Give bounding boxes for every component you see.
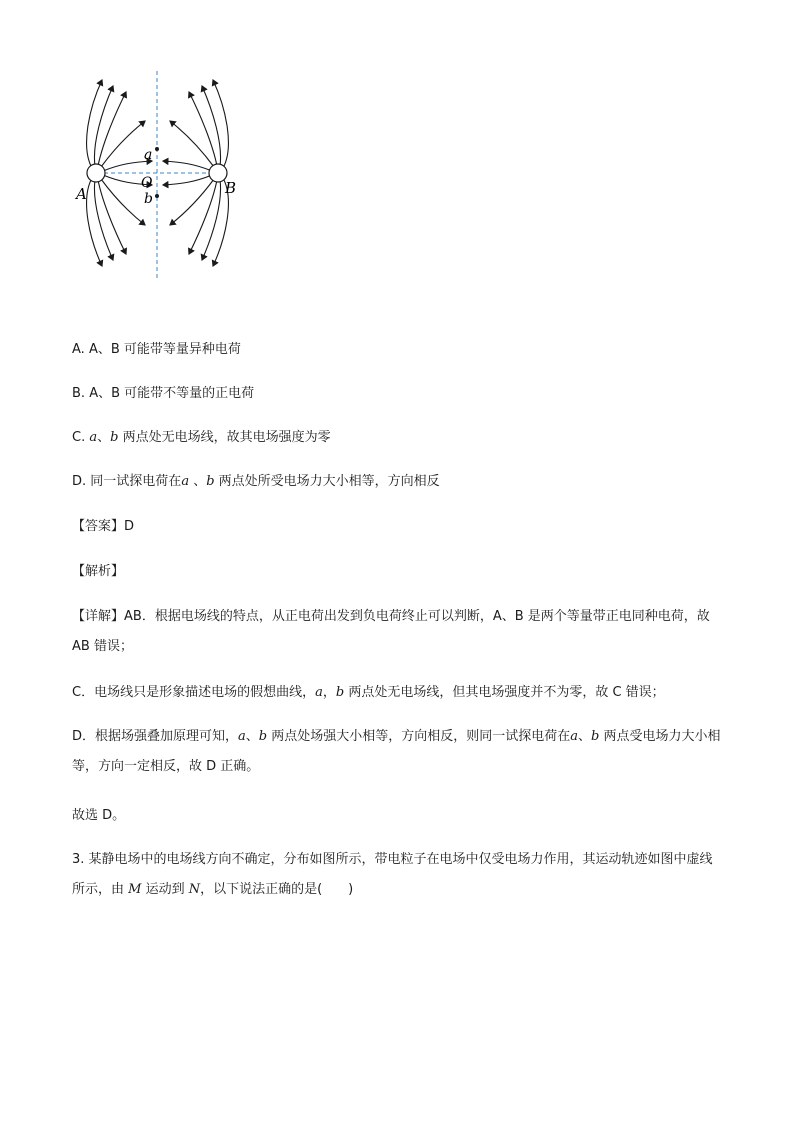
question-3-text-3: ，以下说法正确的是( ) bbox=[200, 882, 354, 897]
option-a-text: A、B 可能带等量异种电荷 bbox=[88, 342, 241, 357]
option-c-letter: C. bbox=[72, 430, 86, 445]
option-d-var-a: a bbox=[181, 474, 190, 489]
detail-d-var-a: a bbox=[238, 729, 246, 744]
detail-d-var-b: b bbox=[258, 729, 268, 744]
question-3-text-2: 运动到 bbox=[141, 882, 189, 897]
detail-c-post: 两点处无电场线，但其电场强度并不为零，故 C 错误； bbox=[344, 685, 665, 700]
option-c-sep: 、 bbox=[97, 430, 111, 445]
detail-d-mid: 两点处场强大小相等，方向相反，则同一试探电荷在 bbox=[267, 729, 571, 744]
detail-d-sep2: 、 bbox=[578, 729, 592, 744]
detail-d-pre: D．根据场强叠加原理可知， bbox=[72, 729, 239, 744]
label-o: O bbox=[141, 175, 153, 191]
option-d bbox=[72, 472, 440, 492]
point-a-dot bbox=[155, 147, 159, 151]
option-c-var-a: a bbox=[89, 430, 98, 445]
detail-c-pre: C．电场线只是形象描述电场的假想曲线， bbox=[72, 685, 316, 700]
detail-d-post: 两点受电场力大小相等，方向一定相反，故 D 正确。 bbox=[72, 729, 721, 774]
option-d-letter: D. bbox=[72, 474, 87, 489]
option-d-text: 两点处所受电场力大小相等，方向相反 bbox=[214, 474, 440, 489]
question-3-text-1: 3. 某静电场中的电场线方向不确定，分布如图所示，带电粒子在电场中仅受电场力作用，其运动轨迹如图中虚线所示，由 bbox=[72, 852, 713, 897]
detail-ab-text: AB．根据电场线的特点，从正电荷出发到负电荷终止可以判断，A、B 是两个等量带正电同种电荷，故 AB 错误； bbox=[72, 609, 710, 654]
analysis-label: 【解析】 bbox=[72, 564, 125, 579]
answer-label: 【答案】 bbox=[72, 519, 125, 534]
option-d-sep: 、 bbox=[189, 474, 207, 489]
label-charge-a: A bbox=[76, 185, 87, 203]
detail-paragraph-3 bbox=[72, 722, 724, 782]
option-c-var-b: b bbox=[110, 430, 119, 445]
detail-paragraph-2 bbox=[72, 678, 724, 708]
detail-d-var-a2: a bbox=[570, 729, 579, 744]
answer-line bbox=[72, 517, 134, 537]
detail-paragraph-1 bbox=[72, 602, 724, 662]
answer-value: D bbox=[124, 519, 135, 534]
detail-c-var-b: b bbox=[335, 685, 345, 700]
field-line-figure bbox=[68, 66, 248, 286]
label-b: b bbox=[144, 191, 153, 207]
charge-a bbox=[87, 164, 105, 182]
detail-d-sep: 、 bbox=[245, 729, 259, 744]
detail-d-var-b2: b bbox=[591, 729, 600, 744]
question-3-var-m: M bbox=[128, 882, 142, 897]
option-b-letter: B. bbox=[72, 386, 86, 401]
conclusion: 故选 D。 bbox=[72, 808, 126, 823]
option-b-text: A、B 可能带不等量的正电荷 bbox=[89, 386, 255, 401]
option-c bbox=[72, 428, 331, 448]
option-d-pre: 同一试探电荷在 bbox=[90, 474, 182, 489]
field-line-diagram bbox=[68, 66, 248, 286]
question-3-var-n: N bbox=[188, 882, 201, 897]
option-d-var-b: b bbox=[206, 474, 215, 489]
question-3 bbox=[72, 845, 724, 905]
option-a bbox=[72, 340, 241, 360]
option-a-letter: A. bbox=[72, 342, 85, 357]
option-c-text: 两点处无电场线，故其电场强度为零 bbox=[118, 430, 331, 445]
label-a: a bbox=[144, 147, 153, 163]
detail-c-sep: ， bbox=[322, 685, 336, 700]
option-b bbox=[72, 384, 254, 404]
point-b-dot bbox=[155, 194, 159, 198]
detail-c-var-a: a bbox=[315, 685, 323, 700]
label-charge-b: B bbox=[225, 179, 237, 197]
detail-label: 【详解】 bbox=[72, 609, 125, 624]
